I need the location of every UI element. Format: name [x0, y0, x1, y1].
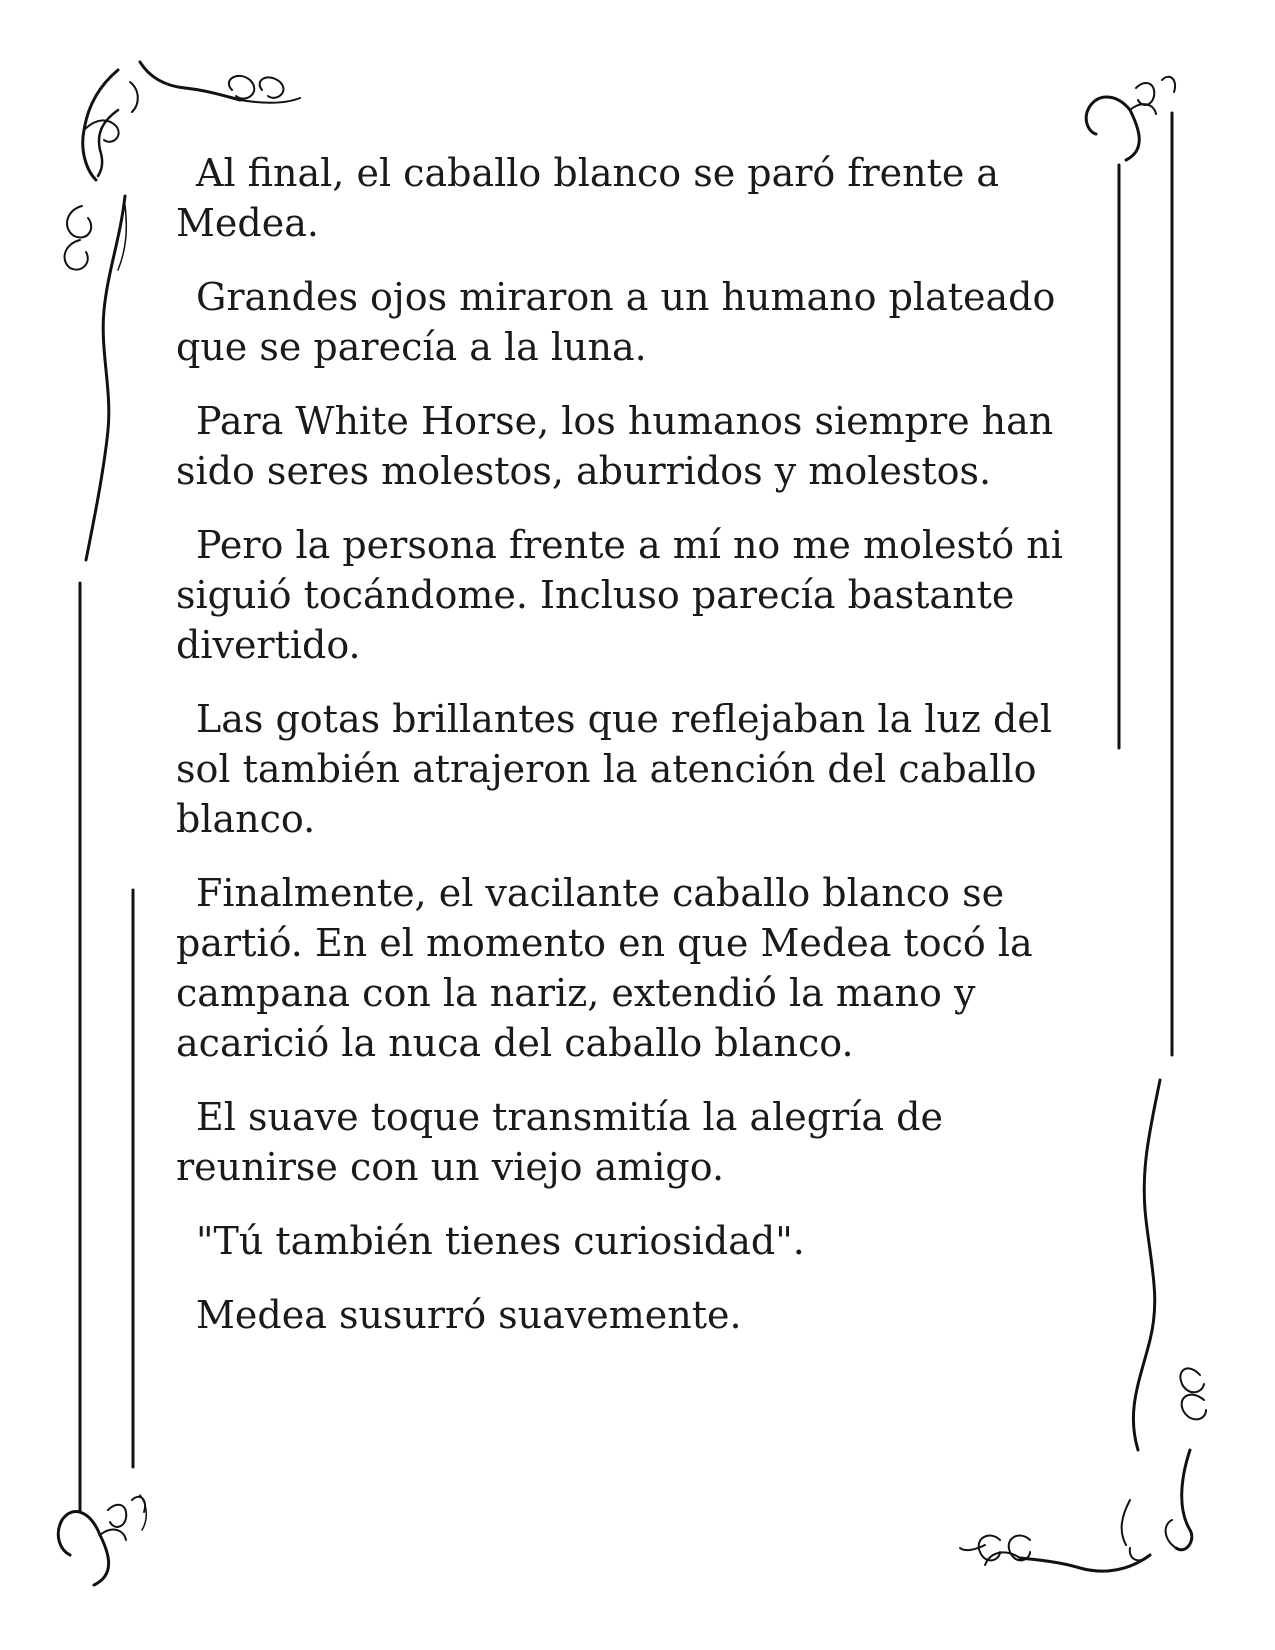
paragraph-3: Para White Horse, los humanos siempre han sido seres molestos, aburridos y molestos. [176, 399, 1054, 493]
paragraph-2: Grandes ojos miraron a un humano plateado que se parecía a la luna. [176, 275, 1056, 369]
paragraph-5: Las gotas brillantes que reflejaban la luz del sol también atrajeron la atención del caballo blanco. [176, 697, 1053, 841]
flourish-top-right-icon [1086, 77, 1175, 160]
story-text [176, 148, 1076, 1364]
paragraph-6: Finalmente, el vacilante caballo blanco se partió. En el momento en que Medea tocó la campana con la nariz, extendió la mano y acarició la nuca del caballo blanco. [176, 871, 1033, 1065]
paragraph-4: Pero la persona frente a mí no me molestó ni siguió tocándome. Incluso parecía bastante divertido. [176, 523, 1063, 667]
flourish-bottom-left-icon [58, 1495, 146, 1585]
paragraph-1: Al final, el caballo blanco se paró frente a Medea. [176, 151, 1000, 245]
paragraph-7: El suave toque transmitía la alegría de reunirse con un viejo amigo. [176, 1095, 943, 1189]
paragraph-8: "Tú también tienes curiosidad". [196, 1219, 805, 1263]
paragraph-9: Medea susurró suavemente. [196, 1293, 742, 1337]
